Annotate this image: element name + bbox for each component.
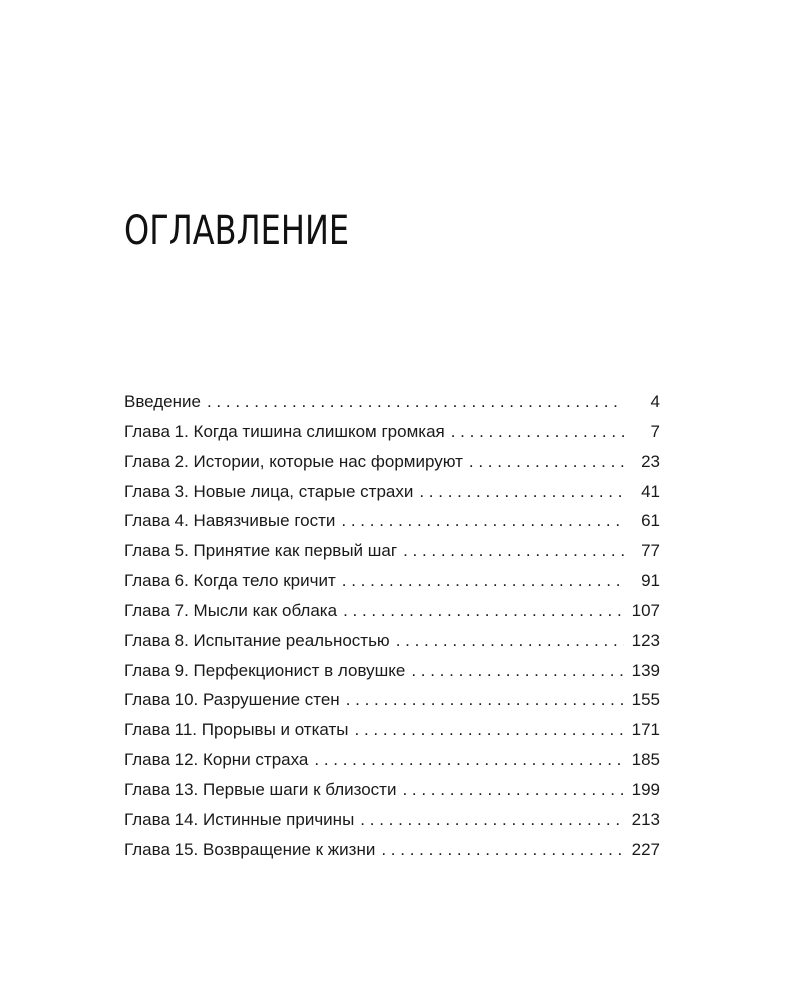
toc-entry-title: Глава 13. Первые шаги к близости: [124, 779, 397, 799]
toc-entry[interactable]: [124, 835, 660, 865]
toc-entry-title: Глава 3. Новые лица, старые страхи: [124, 481, 414, 501]
dot-leader: [360, 805, 624, 835]
dot-leader: [402, 775, 624, 805]
toc-entry-title: Глава 1. Когда тишина слишком громкая: [124, 421, 445, 441]
toc-entry[interactable]: [124, 805, 660, 835]
toc-entry[interactable]: [124, 506, 660, 536]
toc-entry-page-number: 171: [631, 720, 660, 740]
toc-entry-title: Глава 4. Навязчивые гости: [124, 511, 336, 531]
toc-entry-page-number: 155: [631, 690, 660, 710]
toc-entry-page-number: 185: [631, 750, 660, 770]
toc-entry-title: Глава 6. Когда тело кричит: [124, 571, 336, 591]
dot-leader: [396, 626, 624, 656]
toc-entry-page-number: 91: [641, 571, 660, 591]
toc-entry-page-number: 41: [641, 481, 660, 501]
toc-entry-page-number: 107: [631, 600, 660, 620]
toc-entry-title: Введение: [124, 392, 201, 411]
dot-leader: [314, 745, 624, 775]
toc-entry[interactable]: [124, 596, 660, 626]
toc-entry-title: Глава 11. Прорывы и откаты: [124, 720, 349, 740]
toc-entry-page-number: 139: [631, 660, 660, 680]
dot-leader: [341, 506, 624, 536]
toc-entry-title: Глава 15. Возвращение к жизни: [124, 839, 376, 859]
toc-entry-page-number: 23: [641, 451, 660, 471]
toc-entry-title: Глава 10. Разрушение стен: [124, 690, 340, 710]
toc-entry-title: Глава 8. Испытание реальностью: [124, 630, 390, 650]
toc-entry[interactable]: [124, 447, 660, 477]
dot-leader: [411, 656, 624, 686]
toc-entry[interactable]: [124, 715, 660, 745]
toc-entry[interactable]: [124, 387, 660, 417]
toc-entry[interactable]: [124, 417, 660, 447]
toc-entry[interactable]: [124, 566, 660, 596]
dot-leader: [346, 685, 624, 715]
toc-entry-page-number: 213: [631, 809, 660, 829]
page-title: ОГЛАВЛЕНИЕ: [124, 208, 350, 254]
dot-leader: [451, 417, 624, 447]
dot-leader: [342, 566, 624, 596]
toc-entry[interactable]: [124, 745, 660, 775]
dot-leader: [419, 477, 624, 507]
dot-leader: [343, 596, 624, 626]
table-of-contents: [124, 387, 660, 865]
toc-entry-page-number: 123: [631, 630, 660, 650]
toc-entry[interactable]: [124, 775, 660, 805]
toc-entry-title: Глава 5. Принятие как первый шаг: [124, 541, 398, 561]
toc-entry-title: Глава 14. Истинные причины: [124, 809, 355, 829]
toc-entry-page-number: 7: [650, 421, 660, 441]
toc-entry[interactable]: [124, 656, 660, 686]
dot-leader: [403, 536, 624, 566]
toc-entry-page-number: 61: [641, 511, 660, 531]
dot-leader: [381, 835, 624, 865]
dot-leader: [355, 715, 625, 745]
toc-entry[interactable]: [124, 536, 660, 566]
dot-leader: [207, 387, 624, 417]
toc-entry-title: Глава 7. Мысли как облака: [124, 600, 338, 620]
toc-entry-title: Глава 2. Истории, которые нас формируют: [124, 451, 463, 471]
toc-entry-page-number: 227: [631, 839, 660, 859]
toc-entry-title: Глава 12. Корни страха: [124, 750, 309, 770]
toc-entry-page-number: 77: [641, 541, 660, 561]
toc-entry[interactable]: [124, 626, 660, 656]
toc-entry[interactable]: [124, 477, 660, 507]
toc-entry-page-number: 199: [631, 779, 660, 799]
toc-entry-page-number: 4: [650, 392, 660, 411]
toc-entry-title: Глава 9. Перфекционист в ловушке: [124, 660, 406, 680]
dot-leader: [469, 447, 624, 477]
toc-entry[interactable]: [124, 685, 660, 715]
